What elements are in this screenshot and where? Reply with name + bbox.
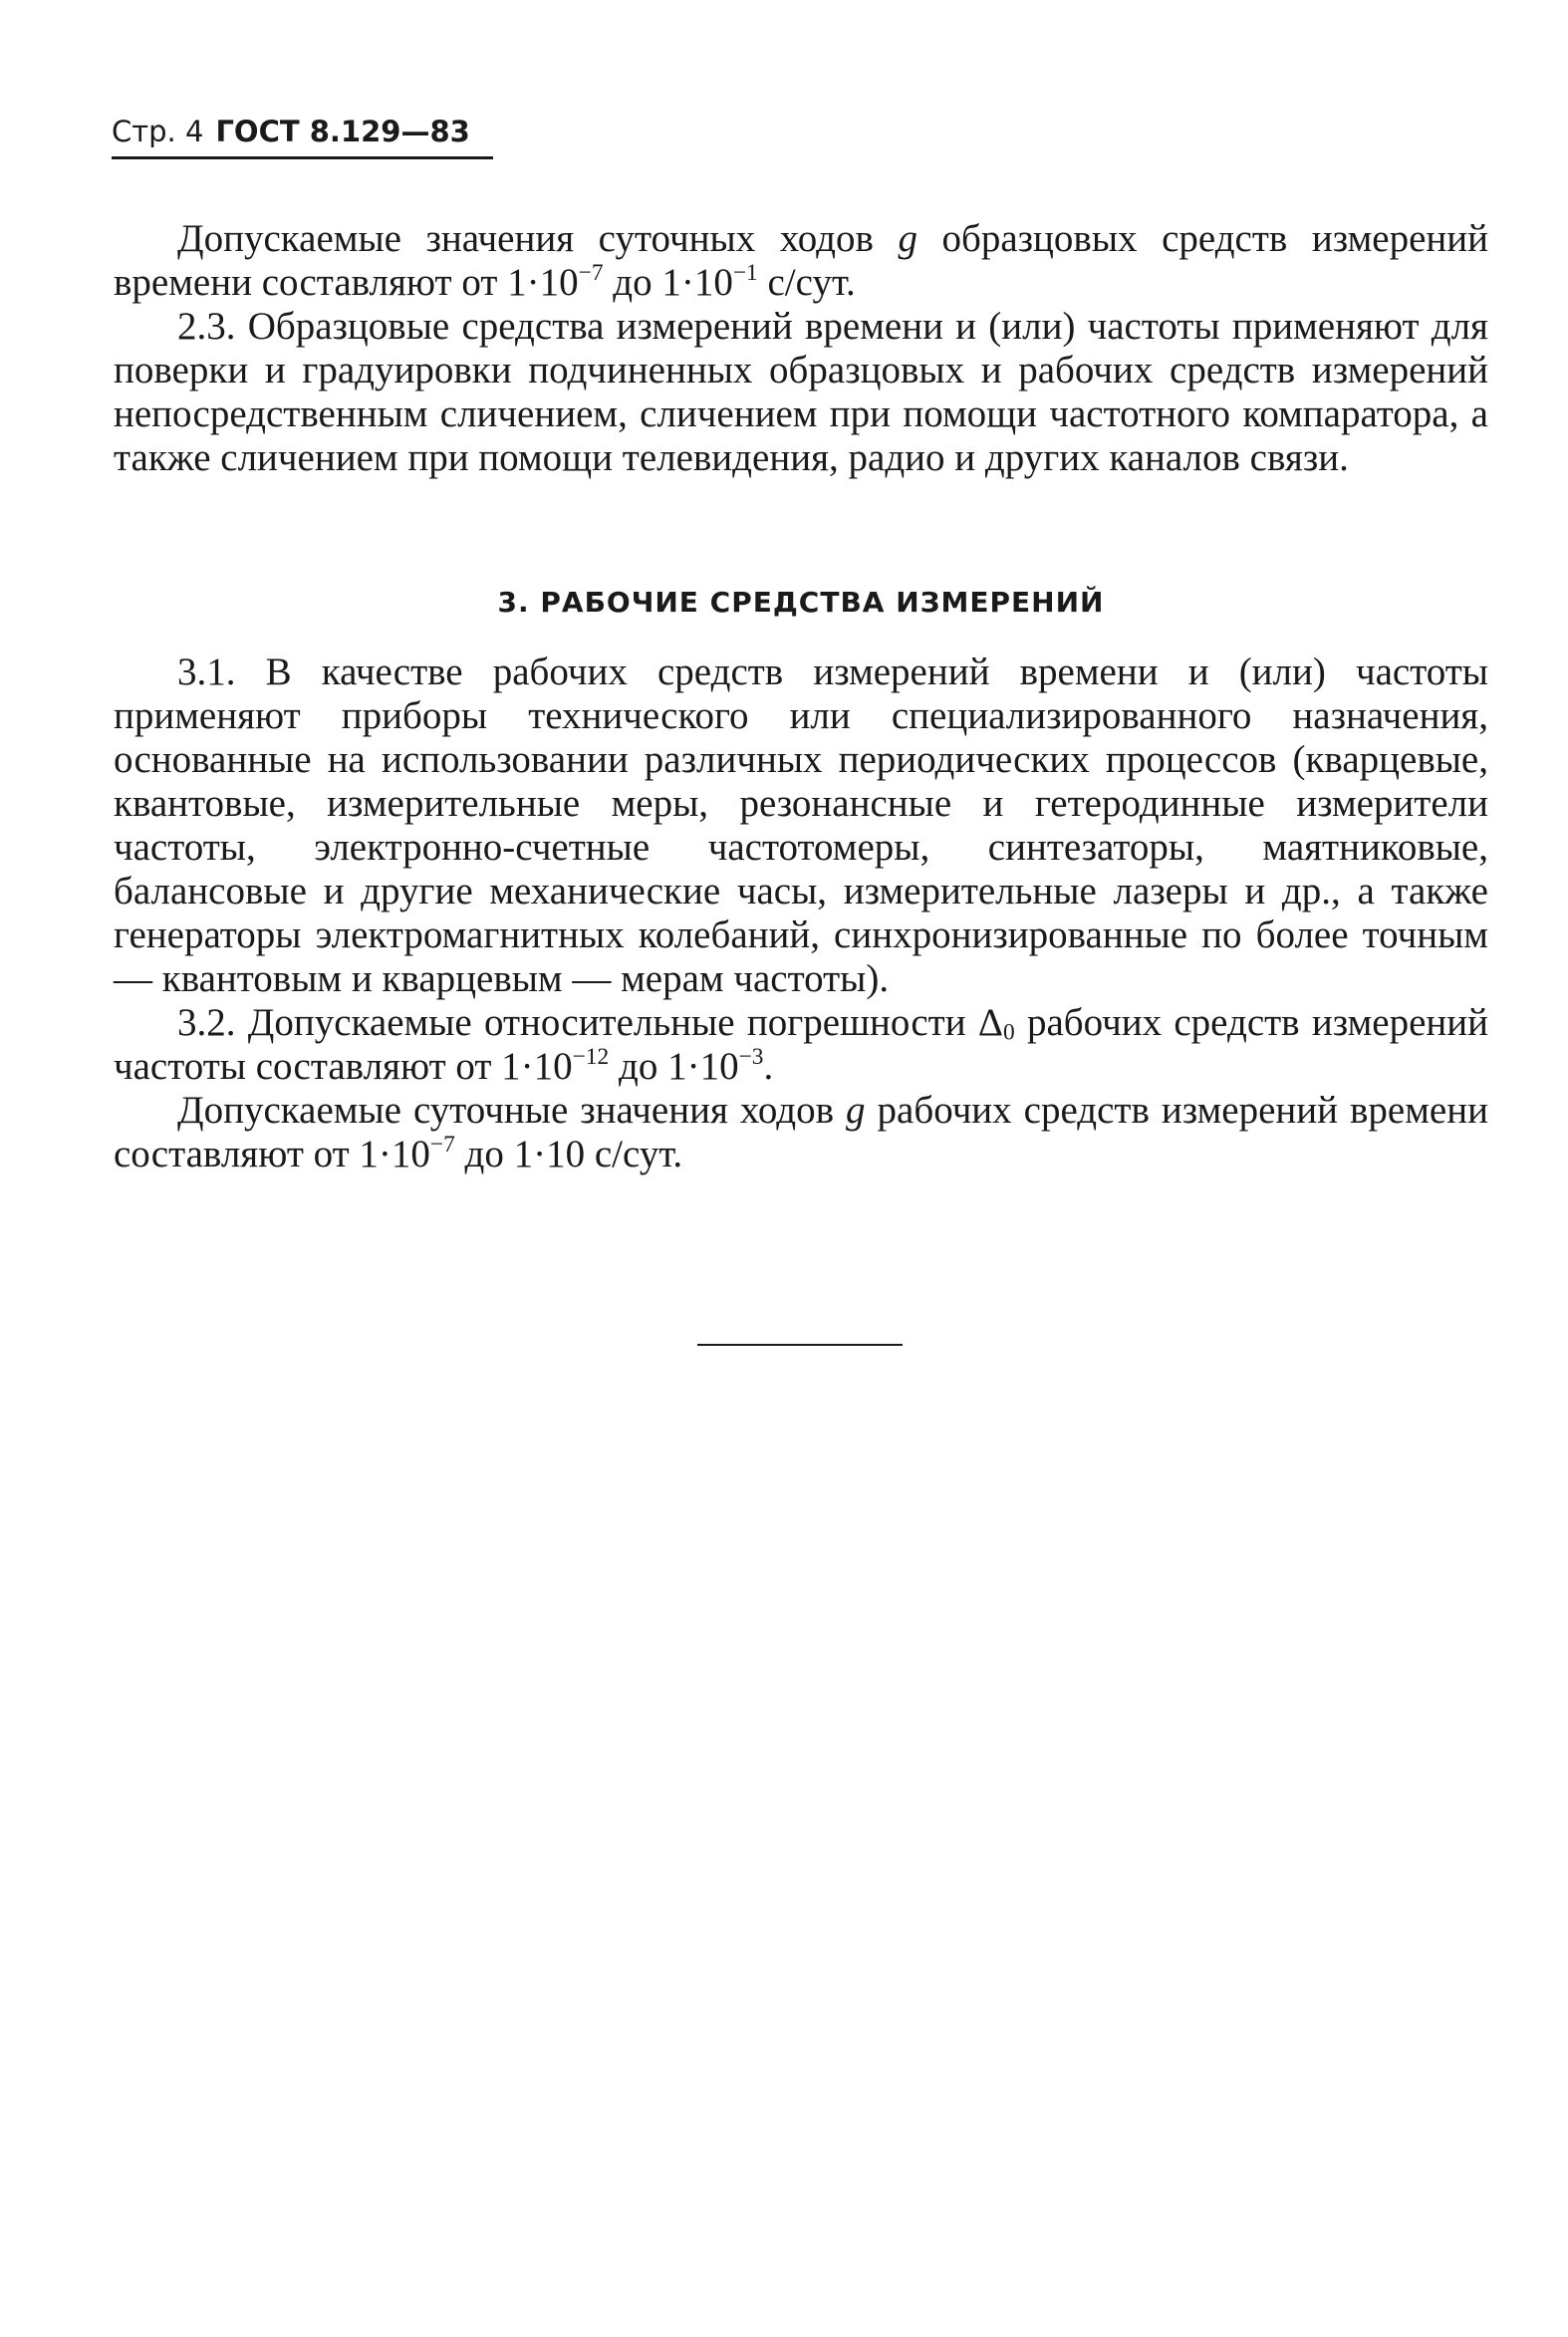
- paragraph-daily-rate-reference: Допускаемые значения суточных ходов g образцовых средств измерений времени составляют от $1\cdot 10^{-7}$ до $1\cdot 10^{-1}$ с/сут.: [114, 217, 1488, 304]
- section-3-title: 3. РАБОЧИЕ СРЕДСТВА ИЗМЕРЕНИЙ: [497, 586, 1105, 619]
- section-3-text: [114, 650, 1488, 1176]
- paragraph-2-3: 2.3. Образцовые средства измерений времени и (или) частоты применяют для поверки и градуировки подчиненных образцовых и рабочих средств измерений непосредственным сличением, сличением при помощи частотного компаратора, а также сличением при помощи телевидения, радио и других каналов связи.: [114, 305, 1488, 479]
- section-2-text: [114, 217, 1488, 480]
- standard-number: ГОСТ 8.129—83: [215, 115, 470, 148]
- paragraph-daily-rate-working: Допускаемые суточные значения ходов g рабочих средств измерений времени составляют от $1\cdot 10^{-7}$ до 1·10 с/сут.: [114, 1089, 1488, 1175]
- page-label: Стр. 4: [112, 115, 204, 148]
- page-header: [112, 112, 490, 151]
- paragraph-3-2: 3.2. Допускаемые относительные погрешности $\Delta_0$ рабочих средств измерений частоты составляют от $1\cdot 10^{-12}$ до $1\cdot 10^{-3}$.: [114, 1001, 1489, 1088]
- header-rule: [112, 156, 493, 159]
- end-rule: [697, 1344, 903, 1346]
- paragraph-3-1: 3.1. В качестве рабочих средств измерений времени и (или) частоты применяют приборы технического или специализированного назначения, основанные на использовании различных периодических процессов (кварцевые, квантовые, измерительные меры, резонансные и гетеродинные измерители частоты, электронно-счетные частотомеры, синтезаторы, маятниковые, балансовые и другие механические часы, измерительные лазеры и др., а также генераторы электромагнитных колебаний, синхронизированные по более точным — квантовым и кварцевым — мерам частоты).: [114, 650, 1488, 1000]
